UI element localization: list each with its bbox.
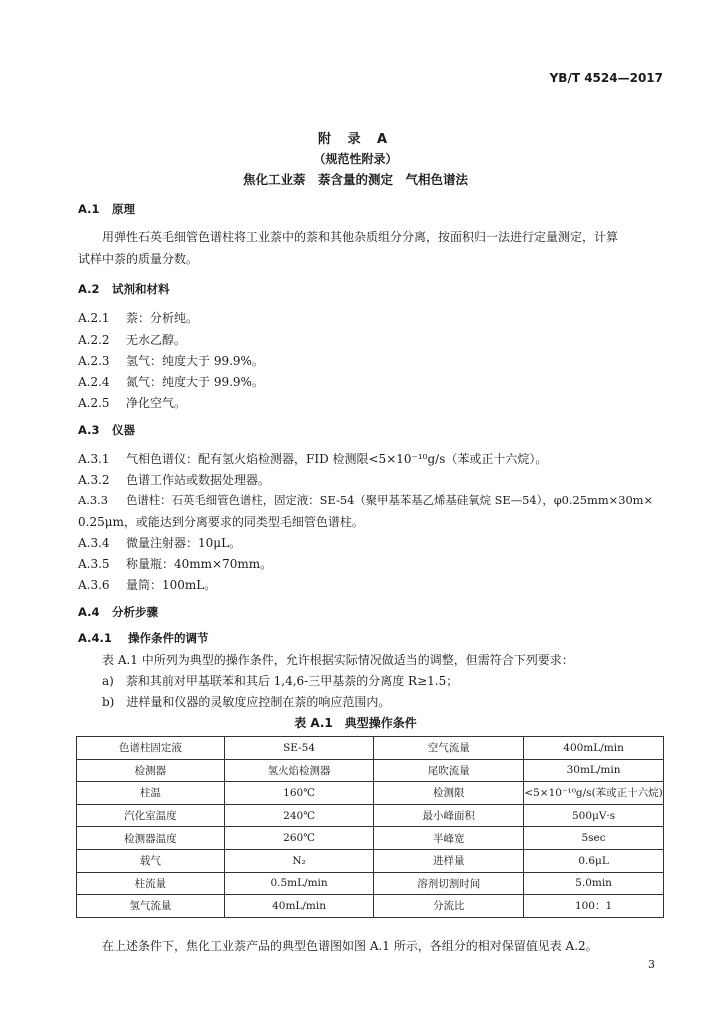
section-title: 分析步骤 [112,605,158,619]
section-heading [78,422,135,438]
item-number: A.2.3 [78,354,110,368]
subsection-heading [78,630,209,646]
list-item [78,373,264,390]
item-text: 色谱工作站或数据处理器。 [126,473,271,487]
item-number: A.3.4 [78,536,110,550]
table-cell: SE-54 [224,737,374,760]
item-text: 0.25μm，或能达到分离要求的同类型毛细管色谱柱。 [78,515,364,529]
table-cell: 柱温 [77,782,225,805]
table-cell: 5sec [524,827,664,850]
table-cell: 260℃ [224,827,374,850]
list-item [78,394,186,411]
section-heading [78,281,170,297]
section-number: A.2 [78,282,100,296]
table-row [77,895,664,918]
table-cell: 载气 [77,849,225,872]
table-cell: 0.6μL [524,849,664,872]
table-cell: 色谱柱固定液 [77,737,225,760]
page-number: 3 [648,958,655,971]
list-item [78,471,270,488]
section-title: 仪器 [112,423,135,437]
item-text: 量筒：100mL。 [126,578,217,592]
table-row [77,827,664,850]
table-cell: 400mL/min [524,737,664,760]
table-row [77,737,664,760]
table-row [77,849,664,872]
list-item [78,331,186,348]
table-cell: 检测限 [374,782,524,805]
table-cell: N₂ [224,849,374,872]
table-cell: 5.0min [524,872,664,895]
section-title: 试剂和材料 [112,282,170,296]
item-text: 称量瓶：40mm×70mm。 [126,557,273,571]
section-title: 原理 [112,202,135,216]
item-number: A.2.4 [78,375,110,389]
requirement-item: a) 萘和其前对甲基联苯和其后 1,4,6-三甲基萘的分离度 R≥1.5； [102,674,459,688]
section-number: A.4 [78,605,100,619]
paragraph-line: 用弹性石英毛细管色谱柱将工业萘中的萘和其他杂质组分分离，按面积归一法进行定量测定，计算 [102,230,619,244]
table-cell: 100：1 [524,895,664,918]
table-cell: 溶剂切割时间 [374,872,524,895]
table-cell: 检测器 [77,759,225,782]
table-cell: 氢气流量 [77,895,225,918]
list-item [78,555,272,572]
paragraph-line: 表 A.1 中所列为典型的操作条件，允许根据实际情况做适当的调整，但需符合下列要求： [102,653,574,667]
table-cell: 进样量 [374,849,524,872]
table-cell: 500μV·s [524,804,664,827]
table-cell: 240℃ [224,804,374,827]
item-text: 氢气：纯度大于 99.9%。 [126,354,264,368]
item-text: 净化空气。 [126,396,187,410]
table-cell: 30mL/min [524,759,664,782]
operating-conditions-table [76,736,664,918]
table-row [77,759,664,782]
paragraph-line: 试样中萘的质量分数。 [78,252,199,266]
item-number: A.3.2 [78,473,110,487]
table-cell: 汽化室温度 [77,804,225,827]
appendix-label: 附 录 A [317,132,394,147]
table-row [77,804,664,827]
list-item [78,309,198,326]
list-item [78,534,241,551]
item-number: A.2.5 [78,396,110,410]
appendix-title: 焦化工业萘 萘含量的测定 气相色谱法 [242,172,468,187]
list-item-continuation [78,513,364,530]
list-item [78,450,547,467]
table-cell: 160℃ [224,782,374,805]
item-text: 萘：分析纯。 [126,311,199,325]
table-row [77,782,664,805]
table-title: 表 A.1 典型操作条件 [294,716,417,730]
item-text: 色谱柱：石英毛细管色谱柱，固定液：SE-54（聚甲基苯基乙烯基硅氧烷 SE—54），φ0.25mm×30m× [126,493,654,507]
table-cell: 40mL/min [224,895,374,918]
item-text: 气相色谱仪：配有氢火焰检测器，FID 检测限<5×10⁻¹⁰g/s（苯或正十六烷）。 [126,452,548,466]
standard-code: YB/T 4524—2017 [549,71,663,85]
section-number: A.3 [78,423,100,437]
table-cell: 检测器温度 [77,827,225,850]
item-number: A.3.6 [78,578,110,592]
item-text: 无水乙醇。 [126,333,187,347]
section-number: A.1 [78,202,100,216]
table-cell: <5×10⁻¹⁰g/s(苯或正十六烷) [524,782,664,805]
table-body [77,737,664,918]
list-item [78,352,264,369]
item-text: 微量注射器：10μL。 [126,536,242,550]
closing-paragraph: 在上述条件下，焦化工业萘产品的典型色谱图如图 A.1 所示，各组分的相对保留值见表 A.2。 [102,939,598,953]
requirement-item: b) 进样量和仪器的灵敏度应控制在萘的响应范围内。 [102,695,391,709]
table-cell: 尾吹流量 [374,759,524,782]
table-cell: 0.5mL/min [224,872,374,895]
item-number: A.3.3 [78,493,108,507]
item-number: A.2.2 [78,333,110,347]
table-cell: 分流比 [374,895,524,918]
item-text: 氮气：纯度大于 99.9%。 [126,375,264,389]
item-number: A.3.1 [78,452,110,466]
table-cell: 半峰宽 [374,827,524,850]
subsection-title: 操作条件的调节 [128,631,209,645]
item-number: A.3.5 [78,557,110,571]
table-cell: 最小峰面积 [374,804,524,827]
table-cell: 氢火焰检测器 [224,759,374,782]
table-cell: 空气流量 [374,737,524,760]
table-row [77,872,664,895]
item-number: A.2.1 [78,311,110,325]
subsection-number: A.4.1 [78,631,112,645]
section-heading [78,604,158,620]
appendix-type: （规范性附录） [313,152,398,166]
table-cell: 柱流量 [77,872,225,895]
list-item [78,492,653,508]
section-heading [78,201,135,217]
list-item [78,576,216,593]
